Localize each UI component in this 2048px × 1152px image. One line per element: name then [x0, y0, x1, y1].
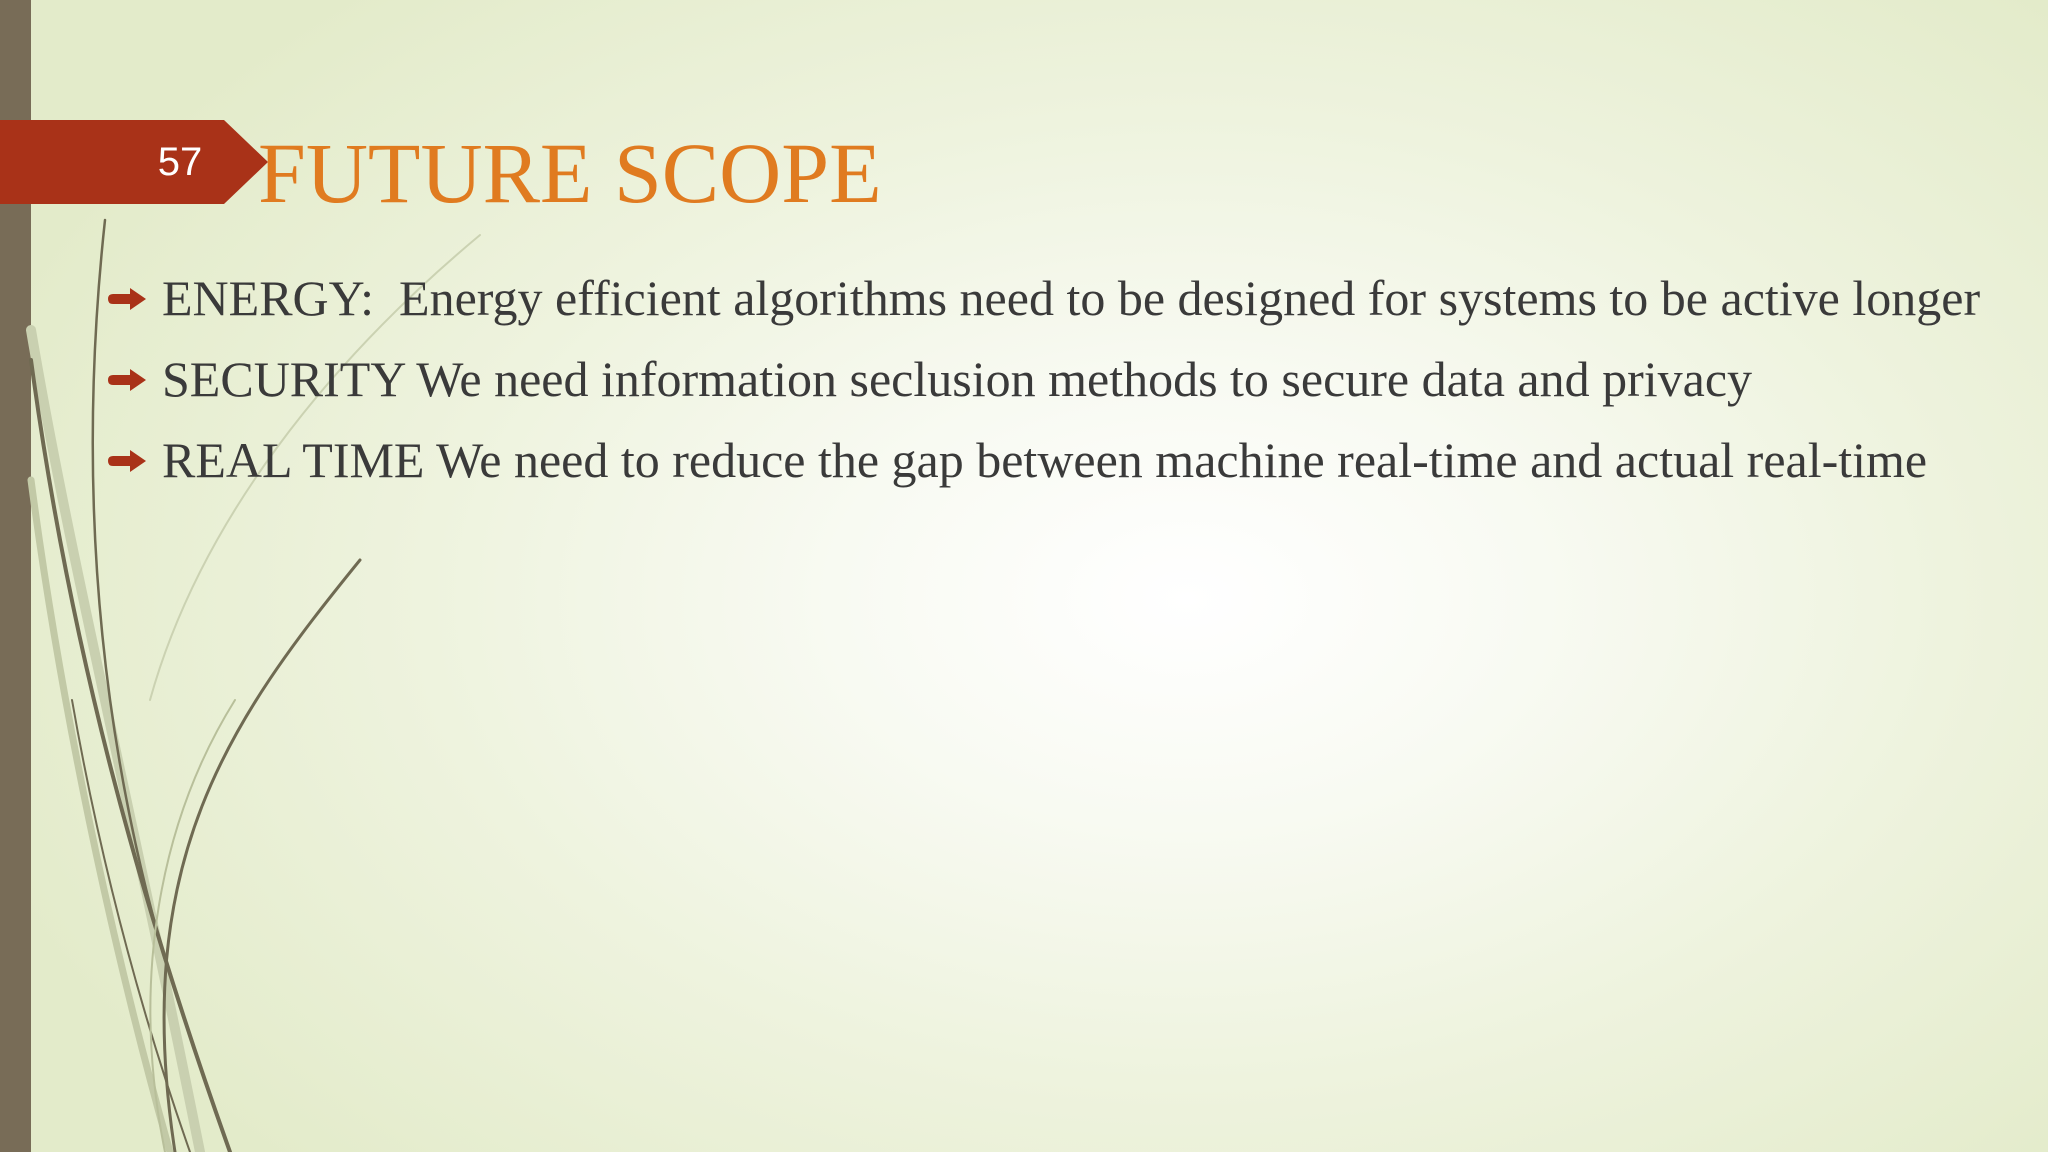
right-arrow-icon [108, 369, 146, 391]
bullet-item-security [108, 349, 2038, 410]
right-arrow-icon [108, 288, 146, 310]
slide-number: 57 [157, 140, 203, 184]
bullet-list [108, 268, 2038, 511]
right-arrow-icon [108, 450, 146, 472]
bullet-text: REAL TIME We need to reduce the gap between machine real-time and actual real-time [162, 432, 1928, 488]
bullet-text: SECURITY We need information seclusion methods to secure data and privacy [162, 351, 1753, 407]
bullet-text: ENERGY: Energy efficient algorithms need to be designed for systems to be active longer [162, 270, 1981, 326]
bullet-item-real-time [108, 430, 2038, 491]
bullet-item-energy [108, 268, 2038, 329]
slide-title: FUTURE SCOPE [258, 125, 882, 221]
